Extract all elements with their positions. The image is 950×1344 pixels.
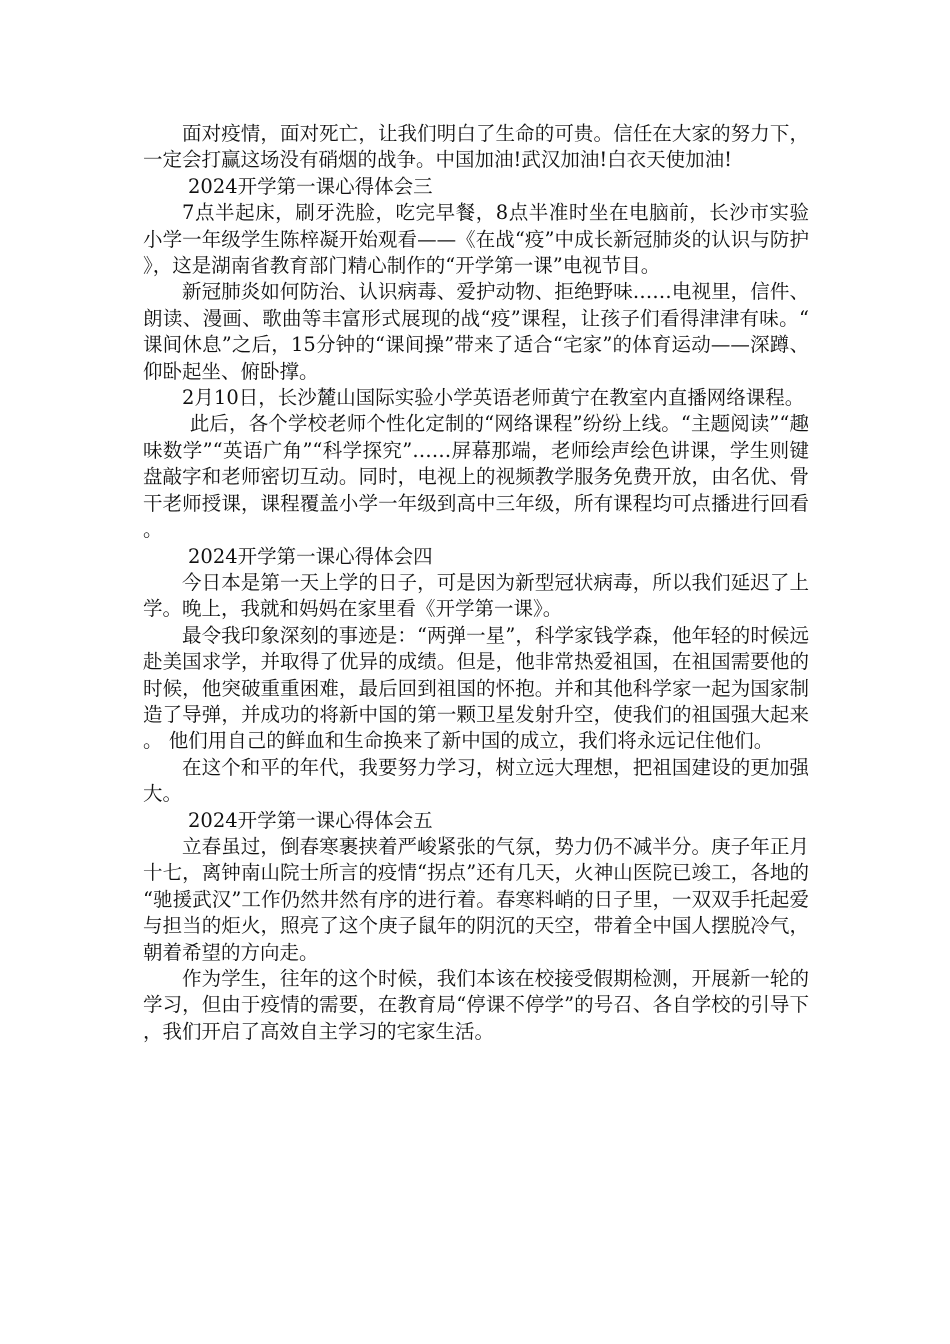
paragraph: 立春虽过，倒春寒裹挟着严峻紧张的气氛，势力仍不减半分。庚子年正月十七，离钟南山院士所言的疫情“拐点”还有几天，火神山医院已竣工，各地的“驰援武汉”工作仍然井然有序的进行着。春寒料峭的日子里，一双双手托起爱与担当的炬火，照亮了这个庚子鼠年的阴沉的天空，带着全中国人摆脱冷气，朝着希望的方向走。 (143, 834, 809, 964)
paragraph: 此后，各个学校老师个性化定制的“网络课程”纷纷上线。“主题阅读”“趣味数学”“英语广角”“科学探究”……屏幕那端，老师绘声绘色讲课，学生则键盘敲字和老师密切互动。同时，电视上的视频教学服务免费开放，由名优、骨干老师授课，课程覆盖小学一年级到高中三年级，所有课程均可点播进行回看。 (143, 412, 809, 542)
paragraph: 作为学生，往年的这个时候，我们本该在校接受假期检测，开展新一轮的学习，但由于疫情的需要，在教育局“停课不停学”的号召、各自学校的引导下，我们开启了高效自主学习的宅家生活。 (143, 967, 809, 1043)
paragraph: 7点半起床，刷牙洗脸，吃完早餐，8点半准时坐在电脑前，长沙市实验小学一年级学生陈梓凝开始观看——《在战“疫”中成长新冠肺炎的认识与防护》，这是湖南省教育部门精心制作的“开学第一课”电视节目。 (143, 201, 809, 278)
paragraph: 2月10日，长沙麓山国际实验小学英语老师黄宁在教室内直播网络课程。 (182, 386, 805, 410)
paragraph: 今日本是第一天上学的日子，可是因为新型冠状病毒，所以我们延迟了上学。晚上，我就和妈妈在家里看《开学第一课》。 (143, 570, 809, 621)
paragraph: 在这个和平的年代，我要努力学习，树立远大理想，把祖国建设的更加强大。 (143, 755, 809, 806)
document-body (143, 121, 809, 1045)
section-heading: 2024开学第一课心得体会五 (188, 808, 433, 832)
section-heading: 2024开学第一课心得体会四 (188, 544, 433, 568)
paragraph: 最令我印象深刻的事迹是：“两弹一星”，科学家钱学森，他年轻的时候远赴美国求学，并取得了优异的成绩。但是，他非常热爱祖国，在祖国需要他的时候，他突破重重困难，最后回到祖国的怀抱。并和其他科学家一起为国家制造了导弹，并成功的将新中国的第一颗卫星发射升空，使我们的祖国强大起来。 他们用自己的鲜血和生命换来了新中国的成立，我们将永远记住他们。 (143, 623, 809, 753)
paragraph: 新冠肺炎如何防治、认识病毒、爱护动物、拒绝野味……电视里，信件、朗读、漫画、歌曲等丰富形式展现的战“疫”课程，让孩子们看得津津有味。“课间休息”之后，15分钟的“课间操”带来了适合“宅家”的体育运动——深蹲、仰卧起坐、俯卧撑。 (143, 280, 809, 383)
paragraph: 面对疫情，面对死亡，让我们明白了生命的可贵。信任在大家的努力下，一定会打赢这场没有硝烟的战争。中国加油!武汉加油!白衣天使加油! (143, 122, 809, 172)
section-heading: 2024开学第一课心得体会三 (188, 174, 433, 198)
